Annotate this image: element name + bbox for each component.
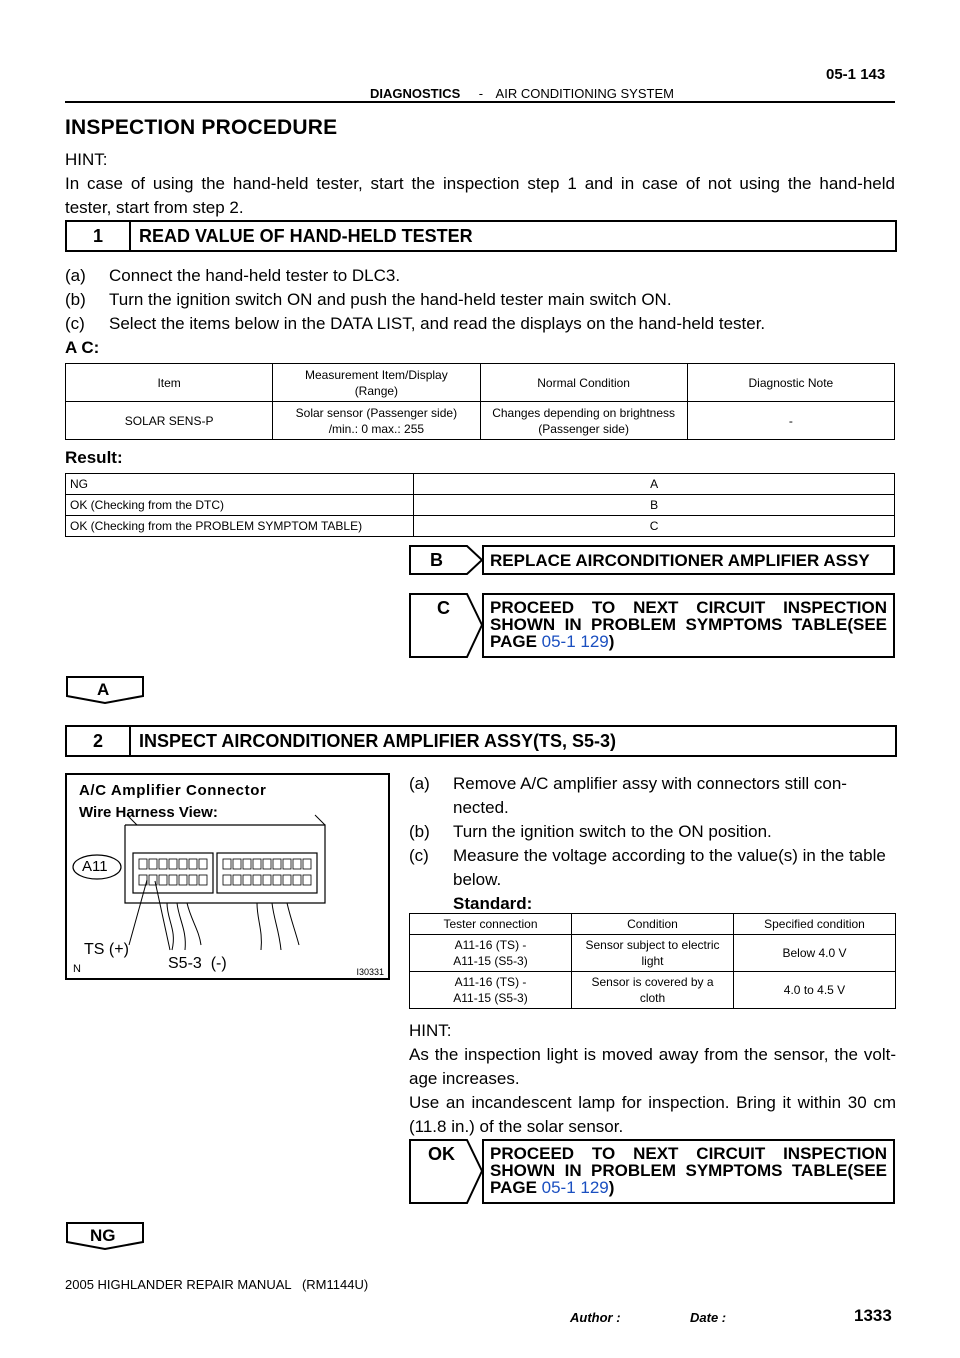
branch-c-action — [482, 593, 895, 658]
table-cell: Sensor is covered by a cloth — [572, 972, 734, 1009]
continue-a-label: A — [97, 680, 110, 699]
header-dash: - — [478, 86, 484, 101]
table-cell: A11-16 (TS) - A11-15 (S5-3) — [410, 972, 572, 1009]
step-1-instructions — [65, 264, 895, 360]
figure-caption: A/C Amplifier Connector — [79, 782, 267, 799]
item-text: below. — [453, 870, 502, 889]
table-header: Measurement Item/Display (Range) — [273, 364, 480, 402]
table-cell: Below 4.0 V — [734, 935, 896, 972]
table-cell: A — [414, 474, 895, 495]
page-prefix: PAGE — [490, 632, 542, 651]
branch-ok-action — [482, 1139, 895, 1204]
hint-label: HINT: — [65, 150, 108, 169]
page-link[interactable]: 05-1 129 — [541, 1178, 609, 1197]
step-number: 1 — [67, 222, 131, 250]
branch-b-action — [482, 545, 895, 575]
table-header: Normal Condition — [480, 364, 687, 402]
table-header: Item — [66, 364, 273, 402]
table-cell: OK (Checking from the DTC) — [66, 495, 414, 516]
list-item — [409, 844, 896, 892]
step-2-instructions — [409, 772, 896, 916]
connector-id: A11 — [82, 858, 108, 875]
hint-line: (11.8 in.) of the solar sensor. — [409, 1117, 624, 1136]
page-suffix: ) — [608, 632, 615, 651]
table-header: Specified condition — [734, 914, 896, 935]
pin-s53-label: S5-3 (-) — [168, 955, 227, 972]
data-list-table — [65, 363, 895, 440]
branch-b-tag: B — [430, 550, 443, 570]
footer-author: Author : — [570, 1310, 621, 1325]
hint-block — [65, 148, 895, 220]
item-text: Connect the hand-held tester to DLC3. — [109, 266, 401, 285]
step-2-header — [65, 725, 897, 757]
table-header: Tester connection — [410, 914, 572, 935]
item-tag: (a) — [65, 266, 86, 285]
table-header-row — [66, 364, 895, 402]
footer-page-number: 1333 — [854, 1306, 892, 1325]
hint-line: In case of using the hand-held tester, start the inspection step 1 and in case of not using the hand-held — [65, 174, 895, 193]
item-tag: (c) — [65, 314, 85, 333]
table-row — [410, 972, 896, 1009]
table-cell: NG — [66, 474, 414, 495]
branch-c-line: PROCEED TO NEXT CIRCUIT INSPECTION — [490, 598, 887, 617]
table-row — [410, 935, 896, 972]
item-text: Turn the ignition switch to the ON position. — [453, 822, 772, 841]
header-subsection: AIR CONDITIONING SYSTEM — [495, 86, 674, 101]
step-1-header — [65, 220, 897, 252]
table-cell: Changes depending on brightness (Passenger side) — [480, 402, 687, 440]
step-title: READ VALUE OF HAND-HELD TESTER — [139, 225, 473, 246]
item-text: Measure the voltage according to the value(s) in the table — [453, 846, 886, 865]
table-cell: 4.0 to 4.5 V — [734, 972, 896, 1009]
hint-label: HINT: — [409, 1021, 452, 1040]
step-title: INSPECT AIRCONDITIONER AMPLIFIER ASSY(TS, S5-3) — [139, 730, 617, 751]
step-2-hint — [409, 1019, 896, 1139]
figure-caption: Wire Harness View: — [79, 804, 218, 821]
item-tag: (c) — [409, 846, 429, 865]
branch-b-text: REPLACE AIRCONDITIONER AMPLIFIER ASSY — [490, 551, 870, 570]
page-code: 05-1 143 — [826, 66, 886, 83]
branch-b-arrow-icon — [409, 545, 485, 575]
item-text: nected. — [453, 798, 509, 817]
figure-corner-mark: N — [73, 963, 81, 975]
table-header: Diagnostic Note — [687, 364, 894, 402]
item-text: Select the items below in the DATA LIST, and read the displays on the hand-held tester. — [109, 314, 766, 333]
item-tag: (a) — [409, 774, 430, 793]
figure-id: I30331 — [356, 967, 384, 977]
item-tag: (b) — [409, 822, 430, 841]
item-text: Remove A/C amplifier assy with connectors still con- — [453, 774, 847, 793]
table-row — [66, 516, 895, 537]
table-header: Condition — [572, 914, 734, 935]
branch-c-line — [490, 633, 887, 650]
table-header-row — [410, 914, 896, 935]
table-cell: Solar sensor (Passenger side) /min.: 0 max.: 255 — [273, 402, 480, 440]
pin-ts-label: TS (+) — [84, 941, 129, 958]
item-text: Turn the ignition switch ON and push the hand-held tester main switch ON. — [109, 290, 672, 309]
table-cell: OK (Checking from the PROBLEM SYMPTOM TABLE) — [66, 516, 414, 537]
footer-manual: 2005 HIGHLANDER REPAIR MANUAL (RM1144U) — [65, 1277, 369, 1292]
branch-c-line: SHOWN IN PROBLEM SYMPTOMS TABLE(SEE — [490, 615, 887, 634]
footer-date: Date : — [690, 1310, 727, 1325]
table-row — [66, 402, 895, 440]
connector-figure — [65, 773, 390, 980]
hint-line: tester, start from step 2. — [65, 198, 244, 217]
branch-ok-line: SHOWN IN PROBLEM SYMPTOMS TABLE(SEE — [490, 1161, 887, 1180]
list-item — [65, 288, 895, 312]
page-title: INSPECTION PROCEDURE — [65, 116, 338, 139]
ac-label: A C: — [65, 338, 100, 357]
result-label: Result: — [65, 448, 123, 467]
table-row — [66, 474, 895, 495]
list-item — [65, 264, 895, 288]
table-cell: B — [414, 495, 895, 516]
list-item — [409, 820, 896, 844]
hint-line: As the inspection light is moved away from the sensor, the volt- — [409, 1045, 896, 1064]
hint-line: age increases. — [409, 1069, 520, 1088]
list-item — [65, 312, 895, 336]
header-section: DIAGNOSTICS — [370, 86, 461, 101]
result-table — [65, 473, 895, 537]
voltage-spec-table — [409, 913, 896, 1009]
item-tag: (b) — [65, 290, 86, 309]
page-link[interactable]: 05-1 129 — [541, 632, 609, 651]
step-number: 2 — [67, 727, 131, 755]
hint-line: Use an incandescent lamp for inspection. Bring it within 30 cm — [409, 1093, 896, 1112]
branch-ok-line — [490, 1179, 887, 1196]
header-rule — [65, 101, 895, 103]
branch-ok-line: PROCEED TO NEXT CIRCUIT INSPECTION — [490, 1144, 887, 1163]
branch-ok-tag: OK — [428, 1144, 455, 1164]
branch-c-tag: C — [437, 598, 450, 618]
table-cell: Sensor subject to electric light — [572, 935, 734, 972]
table-cell: C — [414, 516, 895, 537]
standard-label: Standard: — [453, 894, 533, 913]
page-suffix: ) — [608, 1178, 615, 1197]
continue-ng-label: NG — [90, 1226, 116, 1245]
table-cell: - — [687, 402, 894, 440]
page-prefix: PAGE — [490, 1178, 542, 1197]
table-cell: A11-16 (TS) - A11-15 (S5-3) — [410, 935, 572, 972]
list-item — [409, 772, 896, 820]
table-cell: SOLAR SENS-P — [66, 402, 273, 440]
table-row — [66, 495, 895, 516]
